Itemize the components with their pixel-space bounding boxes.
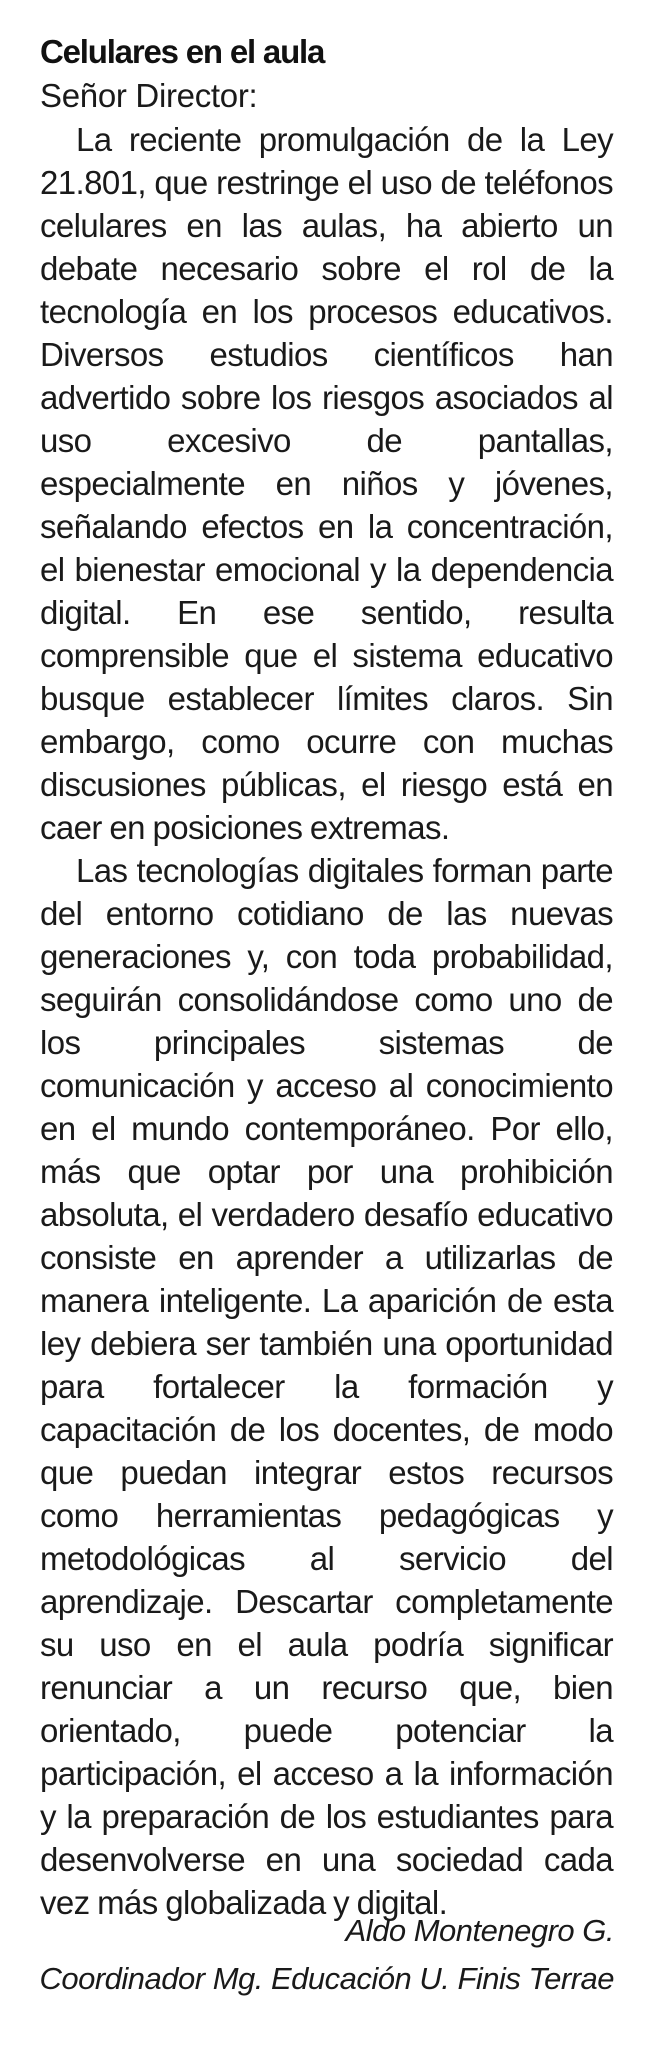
salutation: Señor Director: [40, 77, 258, 114]
paragraph-2: Las tecnologías digitales forman parte del entorno cotidiano de las nuevas generaciones y, con toda probabilidad, seguirán consolidándose como uno de los principales sistemas de comunicación y acceso al conocimiento en el mundo contemporáneo. Por ello, más que optar por una prohibición absoluta, el verdadero desafío educativo consiste en aprender a utilizarlas de manera inteligente. La aparición de esta ley debiera ser también una oportunidad para fortalecer la formación y capacitación de los docentes, de modo que puedan integrar estos recursos como herramientas pedagógicas y metodológicas al servicio del aprendizaje. Descartar completamente su uso en el aula podría significar renunciar a un recurso que, bien orientado, puede potenciar la participación, el acceso a la información y la preparación de los estudiantes para desenvolverse en una sociedad cada vez más globalizada y digital. [40, 852, 613, 1921]
paragraph-1: La reciente promulgación de la Ley 21.801, que restringe el uso de teléfonos celulares en las aulas, ha abierto un debate necesario sobre el rol de la tecnología en los procesos educativos. Diversos estudios científicos han advertido sobre los riesgos asociados al uso excesivo de pantallas, especialmente en niños y jóvenes, señalando efectos en la concentración, el bienestar emocional y la dependencia digital. En ese sentido, resulta comprensible que el sistema educativo busque establecer límites claros. Sin embargo, como ocurre con muchas discusiones públicas, el riesgo está en caer en posiciones extremas. [40, 121, 613, 846]
signature-role: Coordinador Mg. Educación U. Finis Terrae [39, 1961, 614, 1996]
signature-name: Aldo Montenegro G. [345, 1913, 614, 1948]
letter-title: Celulares en el aula [40, 33, 325, 70]
letter-to-director [40, 30, 613, 1924]
